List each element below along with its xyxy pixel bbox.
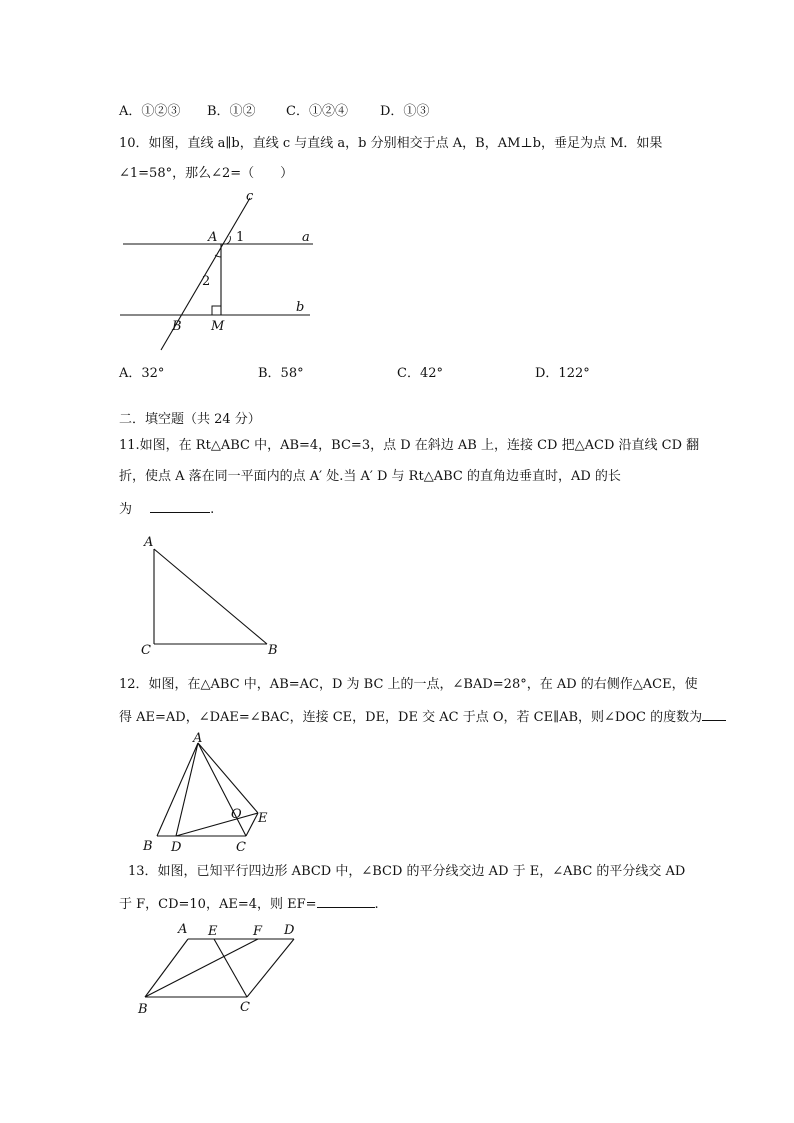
label-M: M xyxy=(211,319,225,334)
q10-option-c: C．42° xyxy=(397,366,443,381)
right-angle-mark xyxy=(212,306,221,315)
label-O: O xyxy=(231,807,242,822)
label-A: A xyxy=(144,535,154,550)
segment-ab xyxy=(157,743,198,836)
q13-answer-blank[interactable] xyxy=(317,895,375,908)
segment-de xyxy=(176,813,258,836)
label-E: E xyxy=(208,924,218,939)
q11-text-line2: 折，使点 A 落在同一平面内的点 A′ 处.当 A′ D 与 Rt△ABC 的直角边垂直时，AD 的长 xyxy=(119,469,621,484)
label-2: 2 xyxy=(202,274,211,289)
q10-option-d: D．122° xyxy=(535,366,590,381)
label-c: c xyxy=(246,189,254,204)
label-b: b xyxy=(296,300,305,315)
label-B: B xyxy=(172,319,182,334)
section-title: 二．填空题（共 24 分） xyxy=(119,412,261,427)
label-E: E xyxy=(258,811,268,826)
q10-text-line1: 10．如图，直线 a∥b，直线 c 与直线 a，b 分别相交于点 A，B，AM⊥b，垂足为点 M．如果 xyxy=(119,136,663,151)
label-D: D xyxy=(284,923,295,938)
q10-option-b: B．58° xyxy=(258,366,304,381)
label-A: A xyxy=(208,230,218,245)
bisector-bf xyxy=(145,939,258,997)
label-A: A xyxy=(178,922,188,937)
q9-option-a: A．①②③ xyxy=(119,104,181,119)
label-B: B xyxy=(143,839,153,854)
label-B: B xyxy=(138,1002,148,1017)
side-ab xyxy=(145,939,188,997)
q11-line3-prefix: 为 xyxy=(119,502,133,517)
q12-text-line2 xyxy=(119,708,726,726)
label-a: a xyxy=(302,230,310,245)
side-cd xyxy=(247,939,294,997)
q13-line2-prefix: 于 F，CD=10，AE=4，则 EF= xyxy=(119,897,317,912)
q10-text-line2: ∠1=58°，那么∠2=（ ） xyxy=(119,166,294,181)
q12-figure xyxy=(140,730,280,855)
label-C: C xyxy=(141,643,151,658)
q11-text-line1: 11.如图，在 Rt△ABC 中，AB=4，BC=3，点 D 在斜边 AB 上，连接 CD 把△ACD 沿直线 CD 翻 xyxy=(119,438,700,453)
label-F: F xyxy=(253,924,263,939)
q9-option-d: D．①③ xyxy=(380,104,430,119)
label-C: C xyxy=(240,1000,250,1015)
q11-answer-blank[interactable] xyxy=(150,500,210,513)
segment-ad xyxy=(176,743,198,836)
label-A: A xyxy=(193,731,203,746)
q12-text-line1: 12．如图，在△ABC 中，AB=AC，D 为 BC 上的一点，∠BAD=28°，在 AD 的右侧作△ACE，使 xyxy=(119,677,698,692)
q9-option-c: C．①②④ xyxy=(286,104,348,119)
label-B: B xyxy=(268,643,278,658)
segment-ce xyxy=(246,813,258,836)
segment-ae xyxy=(198,743,258,813)
q10-option-a: A．32° xyxy=(119,366,165,381)
segment-ac xyxy=(198,743,246,836)
label-1: 1 xyxy=(236,230,245,245)
q12-answer-blank[interactable] xyxy=(702,708,726,721)
label-D: D xyxy=(171,840,182,855)
q12-line2-text: 得 AE=AD，∠DAE=∠BAC，连接 CE，DE，DE 交 AC 于点 O，若 CE∥AB，则∠DOC 的度数为 xyxy=(119,710,703,725)
q11-text-line3 xyxy=(119,500,214,518)
side-ab xyxy=(154,549,267,644)
q10-figure xyxy=(118,190,318,352)
q9-option-b: B．①② xyxy=(207,104,256,119)
q11-line3-suffix: . xyxy=(210,502,215,517)
q13-text-line2 xyxy=(119,895,379,913)
q11-figure xyxy=(138,533,288,658)
q13-line2-suffix: . xyxy=(374,897,379,912)
q13-figure xyxy=(132,918,312,1018)
label-C: C xyxy=(236,840,246,855)
q13-text-line1: 13．如图，已知平行四边形 ABCD 中，∠BCD 的平分线交边 AD 于 E，∠ABC 的平分线交 AD xyxy=(128,864,686,879)
